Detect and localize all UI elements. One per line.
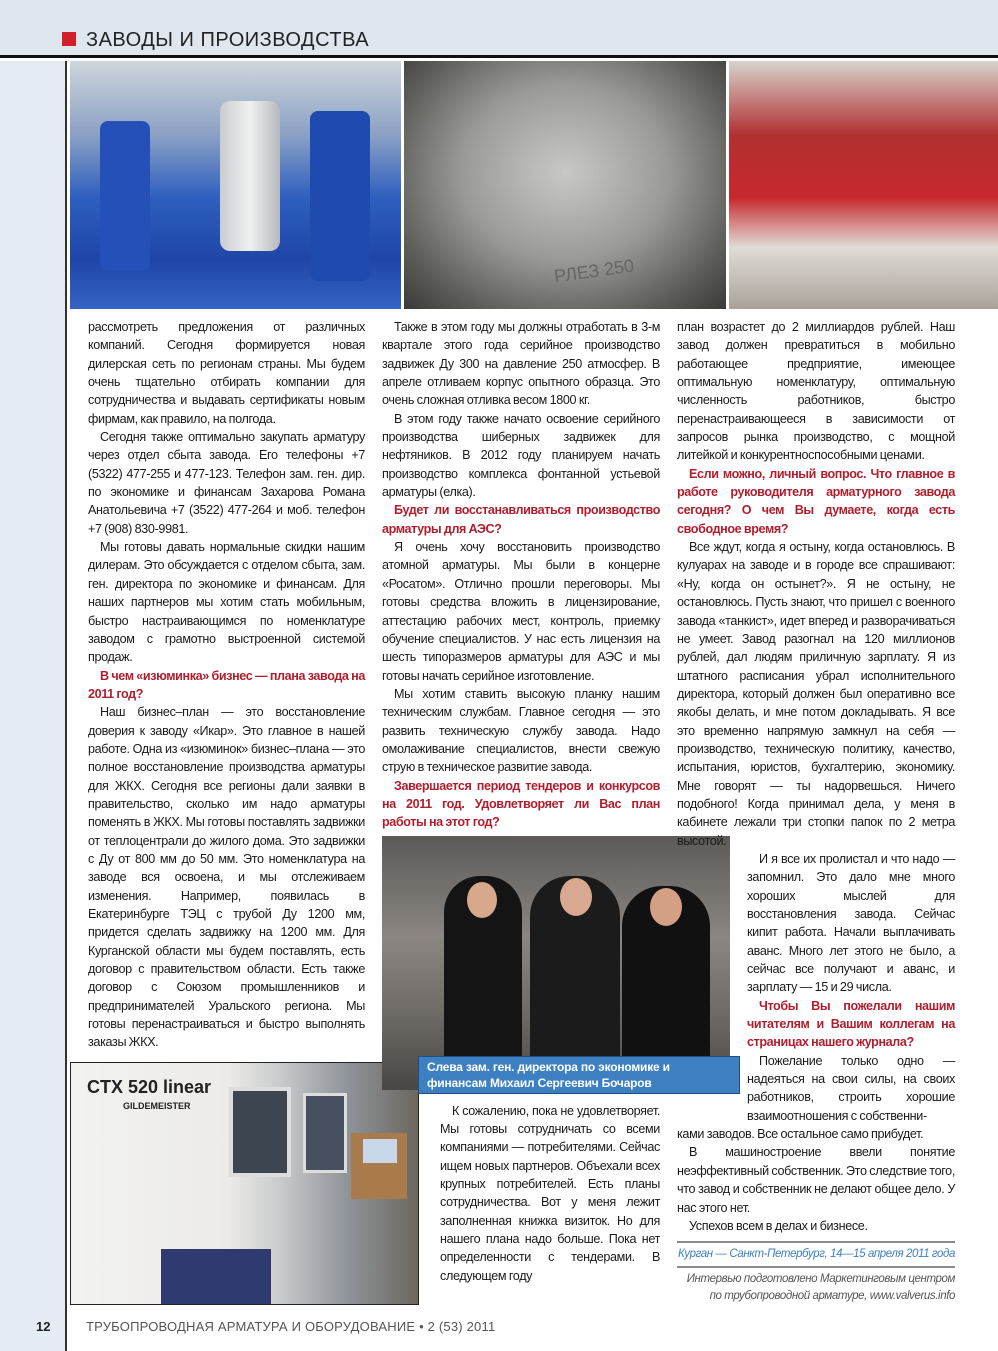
paragraph: Сегодня также оптимально закупать арматуру через отдел сбыта завода. Его телефоны +7 (5322) 477-255 и 477-123. Телефон зам. ген. дир. по экономике и финансам Захарова Романа Анатольевича +7 (3522) 477-264 и моб. телефон +7 (908) 830-9981. [88, 430, 365, 536]
machine-brand-label: GILDEMEISTER [123, 1100, 191, 1111]
paragraph: В машиностроение ввели понятие неэффективный собственник. Это следствие того, что завод и собственник не делают общее дело. У нас этого нет. [677, 1145, 955, 1215]
section-marker-icon [62, 32, 76, 46]
text-column-3-bottom [677, 1125, 955, 1235]
photo-caption: Слева зам. ген. директора по экономике и финансам Михаил Сергеевич Бочаров [418, 1056, 740, 1094]
paragraph: Наш бизнес–план — это восстановление доверия к заводу «Икар». Это главное в нашей работе. Одна из «изюминок» бизнес–плана — это полное восстановление производства арматуры для ЖКХ. Сегодня все регионы дали заявки в правительство, сколько им надо арматуры поменять в ЖКХ. Мы готовы поставлять задвижки от теплоцентрали до жилого дома. Это задвижки с Ду от 800 мм до 50 мм. Это номенклатура на заводе вся освоена, и мы отслеживаем изменения. Например, появилась в Екатеринбурге ТЭЦ с трубой Ду 1200 мм, придется сделать задвижку на 1200 мм. Для Курганской области мы будем поставлять, есть договор с правительством области. Есть также договор с Союзом промышленников и предпринимателей Уральского региона. Мы готовы перенастраиваться и быстро выполнять заказы ЖКХ. [88, 705, 365, 1050]
page-number: 12 [36, 1319, 51, 1334]
paragraph: В этом году также начато освоение серийного производства шиберных задвижек для нефтяников. В 2012 году планируем начать производство комплекса фонтанной устьевой арматуры (елка). [382, 411, 660, 500]
paragraph: Мы готовы давать нормальные скидки нашим дилерам. Это обсуждается с отделом сбыта, зам. ген. директора по экономике и финансам. Для наших партнеров мы хотим стать мобильным, быстро настраивающимся по номенклатуре заводом с грамотно выстроенной системой продаж. [88, 540, 365, 665]
paragraph: ками заводов. Все остальное само прибудет. [677, 1127, 924, 1142]
credit-line: по трубопроводной арматуре, www.valverus.info [709, 1290, 955, 1303]
text-column-2-bottom [440, 1102, 660, 1285]
paragraph: Я очень хочу восстановить производство атомной арматуры. Мы были в концерне «Росатом». Отлично прошли переговоры. Мы готовы средства вложить в лицензирование, аттестацию рабочих мест, контроль, приемку обучение специалистов. У нас есть лицензия на шесть типоразмеров арматуры для АЭС и мы готовы начать серийное изготовление. [382, 540, 660, 683]
paragraph: Пожелание только одно — надеяться на свои силы, на своих работников, строить хорошие взаимоотношения с собственни- [747, 1053, 955, 1123]
question-heading: Чтобы Вы пожелали нашим читателям и Вашим коллегам на страницах нашего журнала? [747, 998, 955, 1050]
paragraph: Все ждут, когда я остыну, когда остановлюсь. В кулуарах на заводе и в городе все спрашивают: «Ну, когда он остынет?». Я не остыну, не остановлюсь. Пусть знают, что пришел с военного завода «танкист», идет вперед и разворачиваться не умеет. Завод разогнал на 120 миллионов рублей, дал людям приличную зарплату. Я из штатного расписания убрал исполнительного директора, который должен был оперативно все якобы делать, и мне потом докладывать. Я все это временно напрямую замкнул на себя — производство, техническую политику, качество, испытания, юристов, бухгалтерию, экономику. Мне говорят — ты надорвешься. Ничего подобного! Когда принимал дела, у меня в кабинете лежали три стопки папок по 2 метра высотой. [677, 540, 955, 848]
place-date: Курган — Санкт-Петербург, 14—15 апреля 2011 года [678, 1248, 955, 1261]
photo-cnc-machine [70, 1062, 419, 1305]
column-3-flow [677, 318, 955, 1305]
question-heading: Если можно, личный вопрос. Что главное в работе руководителя арматурного завода сегодня? О чем Вы думаете, когда есть свободное время? [677, 466, 955, 536]
journal-title: ТРУБОПРОВОДНАЯ АРМАТУРА И ОБОРУДОВАНИЕ • 2 (53) 2011 [86, 1319, 496, 1334]
section-title: ЗАВОДЫ И ПРОИЗВОДСТВА [86, 29, 370, 51]
paragraph: К сожалению, пока не удовлетворяет. Мы готовы сотрудничать со всеми компаниями — потребителями. Сейчас ищем новых партнеров. Объехали всех крупных потребителей. Есть планы сотрудничества. Вот у меня лежит заполненная книжка визиток. Но для нашего плана надо больше. Пока нет определенности с тендерами. В следующем году [440, 1103, 660, 1283]
text-column-1 [88, 318, 365, 1052]
paragraph: Успехов всем в делах и бизнесе. [689, 1218, 868, 1233]
paragraph: Также в этом году мы должны отработать в 3-м квартале этого года серийное производство задвижек Ду 300 на давление 250 атмосфер. В апреле отливаем корпус опытного образца. Это очень сложная отливка весом 1800 кг. [382, 320, 660, 408]
paragraph: план возрастет до 2 миллиардов рублей. Наш завод должен превратиться в мобильно работающее предприятие, имеющее оптимальную номенклатуру, оптимальную численность работников, быстро перенастраивающееся в зависимости от запросов рынка производство, с мощной литейкой и конкурентноспособными ценами. [677, 320, 955, 463]
column-1-flow [70, 318, 419, 1305]
photo-valve-casting [404, 61, 726, 309]
question-heading: Будет ли восстанавливаться производство арматуры для АЭС? [382, 503, 660, 536]
paragraph: И я все их пролистал и что надо — запомнил. Это дало мне много хороших мыслей для восстановления завода. Сейчас кипит работа. Начали выплачивать аванс. Много лет этого не было, а сейчас все получают и аванс, и зарплату — 15 и 29 числа. [747, 851, 955, 995]
left-margin-band [0, 61, 67, 1351]
text-column-2 [382, 318, 660, 832]
question-heading: В чем «изюминка» бизнес — плана завода на 2011 год? [88, 668, 365, 701]
divider [677, 1241, 955, 1243]
text-column-3-wrap [747, 850, 955, 1125]
divider [677, 1266, 955, 1268]
photo-valves-warehouse [70, 61, 401, 309]
photo-red-equipment [729, 61, 998, 309]
text-column-3 [677, 318, 955, 850]
question-heading: Завершается период тендеров и конкурсов на 2011 год. Удовлетворяет ли Вас план работы на этот год? [382, 778, 660, 830]
machine-model-label: CTX 520 linear [87, 1076, 212, 1097]
valve-marking: РЛЕЗ 250 [552, 255, 636, 287]
paragraph: Мы хотим ставить высокую планку нашим техническим службам. Главное сегодня — это развить техническую службу завода. Надо омолаживание специалистов, внести свежую струю в техническое развитие завода. [382, 686, 660, 775]
credit-line: Интервью подготовлено Маркетинговым центром [686, 1273, 955, 1286]
paragraph: рассмотреть предложения от различных компаний. Сегодня формируется новая дилерская сеть по регионам страны. Мы будем очень тщательно отбирать компании для сотрудничества и выдавать сертификаты новым фирмам, как правило, на полгода. [88, 320, 365, 426]
